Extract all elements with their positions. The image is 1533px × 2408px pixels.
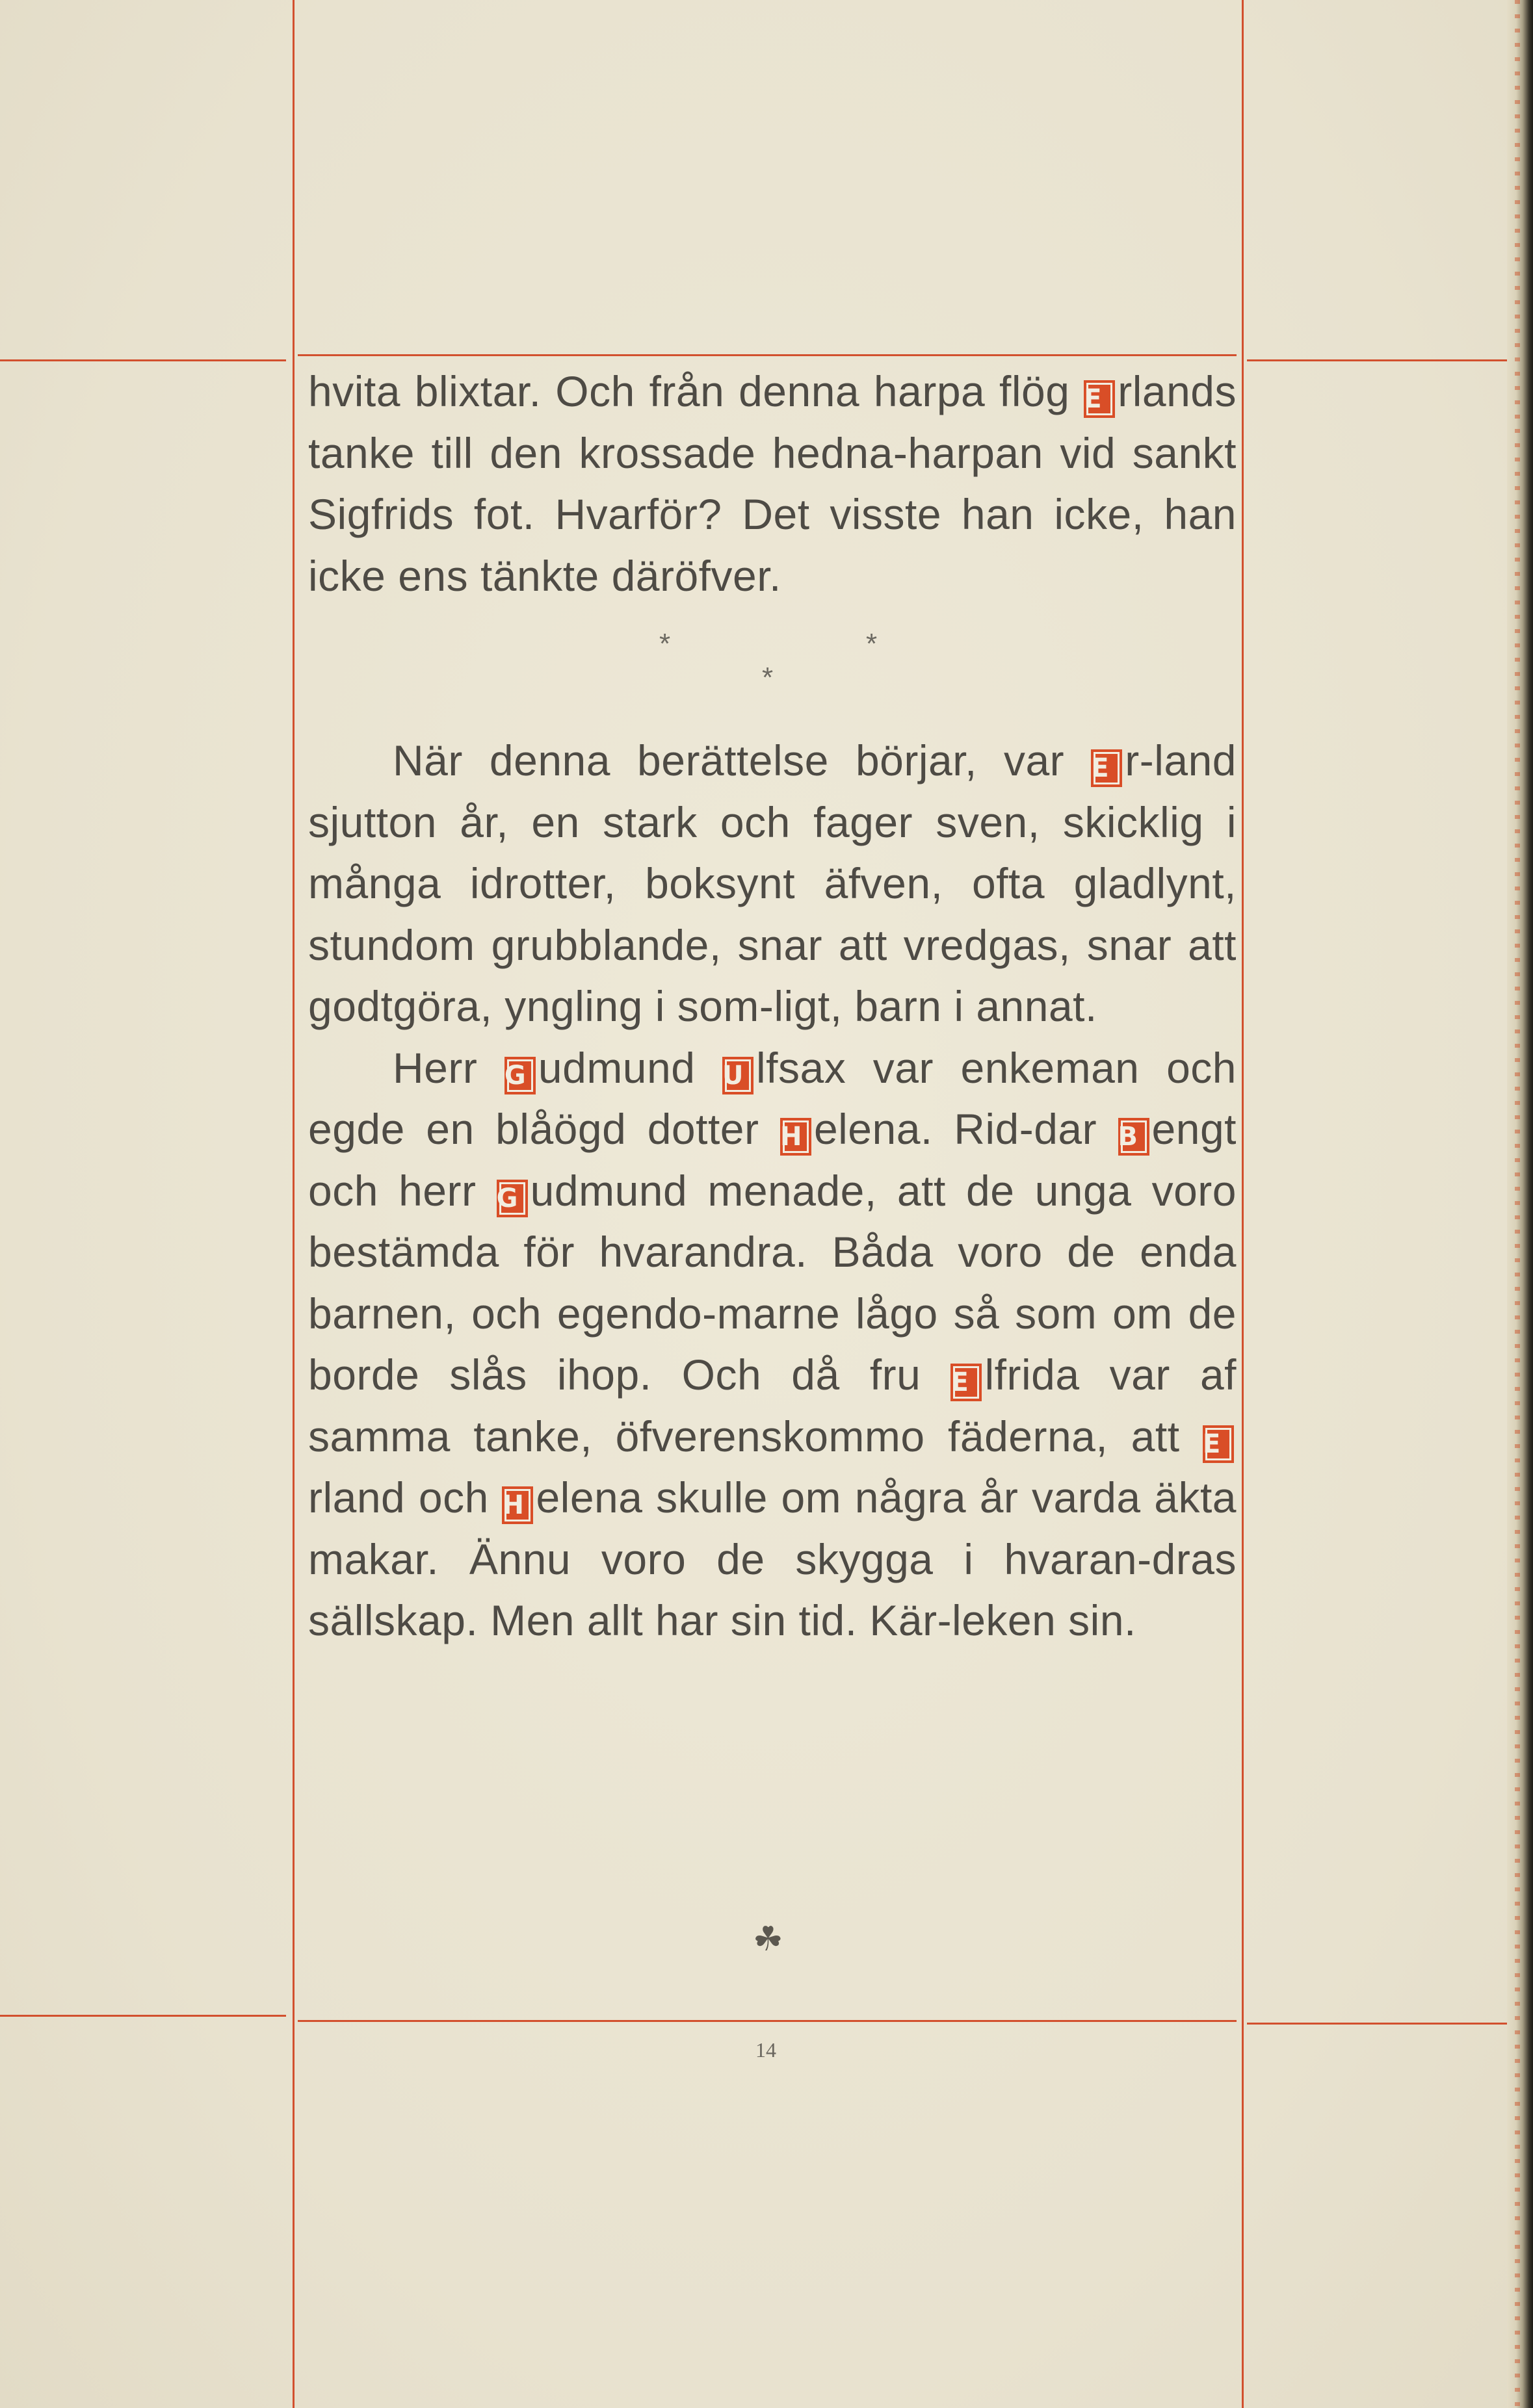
rule-left-vertical: [293, 0, 295, 2408]
text-run: hvita blixtar. Och från denna harpa flög: [308, 367, 1084, 415]
decorated-initial: H: [780, 1118, 811, 1156]
text-run: rlands tanke till den krossade hedna-harpan vid sankt Sigfrids fot. Hvarför? Det visste han icke, han icke ens tänkte däröfver.: [308, 367, 1237, 600]
text-run: engt och herr: [308, 1105, 1237, 1215]
text-run: udmund menade, att de unga voro bestämda för hvarandra. Båda voro de enda barnen, och egendo-marne lågo så som om de borde slås ihop. Och då fru: [308, 1166, 1237, 1399]
text-run: Herr: [393, 1043, 504, 1092]
decorated-initial: E: [1091, 749, 1122, 787]
text-run: elena. Rid-dar: [813, 1105, 1118, 1153]
text-run: rland och: [308, 1473, 503, 1521]
rule-bottom-left: [0, 2015, 286, 2017]
asterism-star: *: [866, 628, 878, 660]
rule-top-center: [298, 354, 1237, 356]
section-break: [308, 606, 1237, 730]
page-edge-stripes: [1515, 0, 1520, 2408]
rule-top-right: [1247, 359, 1507, 361]
paragraph-3: [308, 1037, 1237, 1651]
rule-bottom-center: [298, 2020, 1237, 2022]
text-run: lfrida var af samma tanke, öfverenskommo fäderna, att: [308, 1351, 1237, 1460]
rule-right-vertical: [1242, 0, 1244, 2408]
decorated-initial: E: [1084, 380, 1115, 418]
asterism-star: *: [659, 628, 671, 660]
text-run: elena skulle om några år varda äkta makar. Ännu voro de skygga i hvaran-dras sällskap. Men allt har sin tid. Kär-leken sin.: [308, 1473, 1237, 1644]
rule-bottom-right: [1247, 2023, 1507, 2025]
decorated-initial: E: [1203, 1425, 1234, 1463]
decorated-initial: E: [950, 1364, 982, 1401]
page-edge-shadow: [1507, 0, 1533, 2408]
decorated-initial: U: [722, 1057, 753, 1094]
rule-top-left: [0, 359, 286, 361]
body-text: [308, 361, 1237, 1651]
text-run: När denna berättelse börjar, var: [393, 736, 1092, 784]
decorated-initial: B: [1118, 1118, 1149, 1156]
paragraph-1: [308, 361, 1237, 606]
decorated-initial: G: [504, 1057, 536, 1094]
decorated-initial: H: [502, 1486, 533, 1524]
text-run: lfsax var enkeman och egde en blåögd dotter: [308, 1043, 1237, 1153]
paragraph-2: [308, 730, 1237, 1037]
tailpiece-ornament: ☘: [753, 1920, 783, 1959]
text-run: udmund: [538, 1043, 722, 1092]
page-number: 14: [755, 2038, 776, 2062]
asterism-star: *: [762, 662, 774, 693]
decorated-initial: G: [497, 1180, 528, 1217]
text-run: r-land sjutton år, en stark och fager sven, skicklig i många idrotter, boksynt äfven, ofta gladlynt, stundom grubblande, snar att vredgas, snar att godtgöra, yngling i som-ligt, barn i annat.: [308, 736, 1237, 1030]
